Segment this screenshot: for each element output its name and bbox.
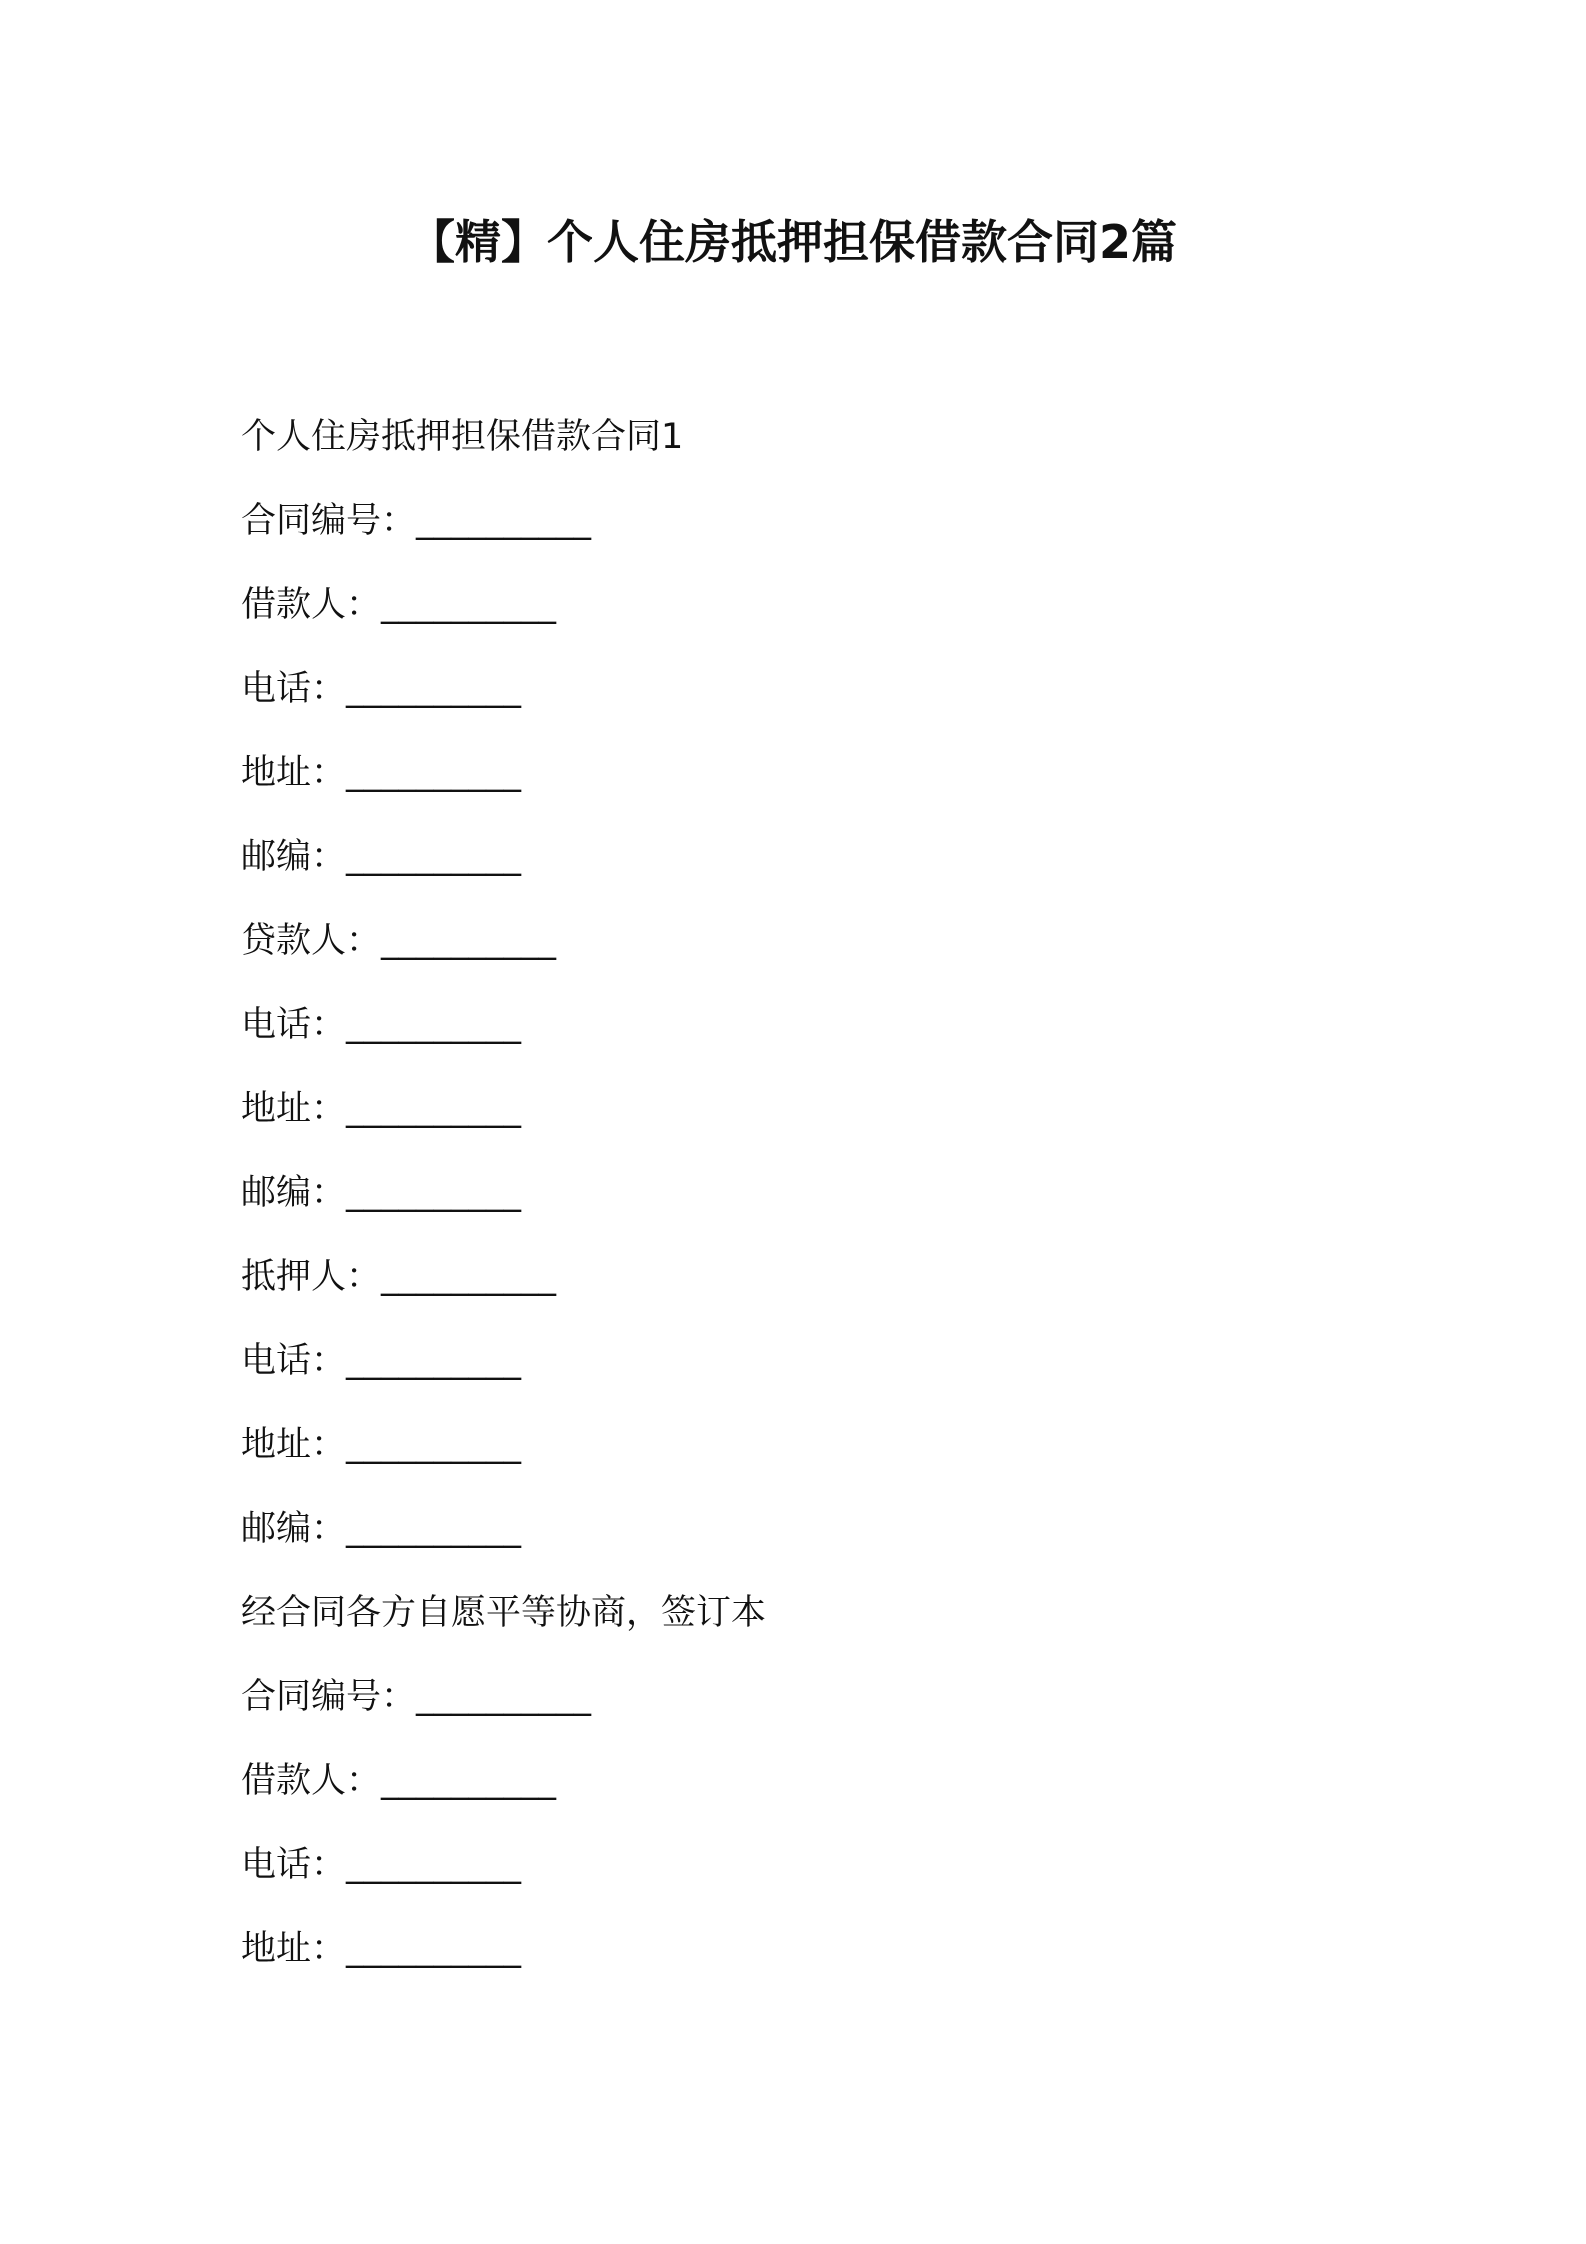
document-body bbox=[241, 405, 1341, 2001]
lender-address-field: 地址：__________ bbox=[241, 1089, 522, 1129]
borrower-phone-field: 电话：__________ bbox=[241, 669, 522, 709]
document-title: 【精】个人住房抵押担保借款合同2篇 bbox=[408, 215, 1177, 269]
borrower-address-field: 地址：__________ bbox=[241, 753, 522, 793]
mortgagor-field: 抵押人：__________ bbox=[241, 1257, 557, 1297]
mortgagor-phone-field: 电话：__________ bbox=[241, 1341, 522, 1381]
mortgagor-postcode-field: 邮编：__________ bbox=[241, 1509, 522, 1549]
borrower-phone-field-2: 电话：__________ bbox=[241, 1845, 522, 1885]
mortgagor-address-field: 地址：__________ bbox=[241, 1425, 522, 1465]
agreement-statement: 经合同各方自愿平等协商，签订本 bbox=[241, 1593, 767, 1633]
lender-postcode-field: 邮编：__________ bbox=[241, 1173, 522, 1213]
lender-phone-field: 电话：__________ bbox=[241, 1005, 522, 1045]
contract-number-field: 合同编号：__________ bbox=[241, 501, 592, 541]
borrower-field: 借款人：__________ bbox=[241, 585, 557, 625]
lender-field: 贷款人：__________ bbox=[241, 921, 557, 961]
contract-number-field-2: 合同编号：__________ bbox=[241, 1677, 592, 1717]
borrower-postcode-field: 邮编：__________ bbox=[241, 837, 522, 877]
borrower-address-field-2: 地址：__________ bbox=[241, 1929, 522, 1969]
borrower-field-2: 借款人：__________ bbox=[241, 1761, 557, 1801]
section-heading: 个人住房抵押担保借款合同1 bbox=[241, 417, 684, 457]
